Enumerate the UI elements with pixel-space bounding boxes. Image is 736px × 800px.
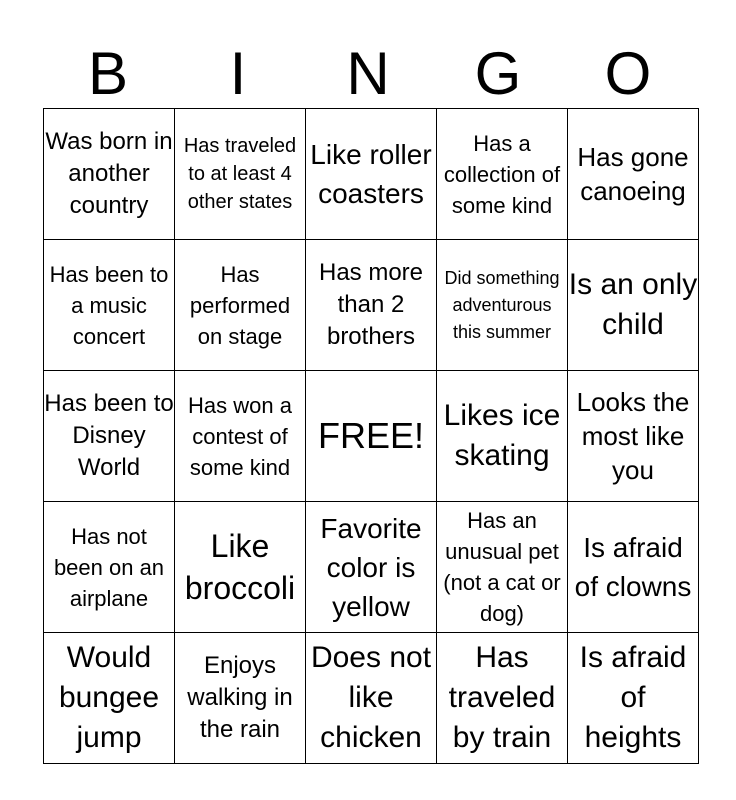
- card-cell[interactable]: [306, 502, 437, 633]
- card-cell[interactable]: [44, 240, 175, 371]
- card-cell[interactable]: [175, 502, 306, 633]
- title-letter-o: O: [604, 40, 652, 107]
- bingo-title: [43, 40, 693, 108]
- card-cell[interactable]: [175, 371, 306, 502]
- card-cell[interactable]: [306, 240, 437, 371]
- cell-text: Looks the most like you: [576, 387, 690, 485]
- card-cell[interactable]: [175, 633, 306, 764]
- cell-text: Was born in another country: [45, 128, 173, 219]
- card-cell[interactable]: [175, 109, 306, 240]
- cell-text: Favorite color is yellow: [320, 512, 422, 622]
- cell-text: Has been to a music concert: [49, 261, 169, 349]
- card-row: [44, 502, 699, 633]
- title-letter-g: G: [474, 40, 522, 107]
- card-cell[interactable]: [437, 240, 568, 371]
- free-space[interactable]: [306, 371, 437, 502]
- cell-text: Is an only child: [568, 268, 698, 341]
- cell-text: Does not like chicken: [310, 641, 432, 754]
- cell-text: Is afraid of clowns: [574, 532, 692, 602]
- card-cell[interactable]: [568, 502, 699, 633]
- card-cell[interactable]: [175, 240, 306, 371]
- card-cell[interactable]: [44, 371, 175, 502]
- card-row: [44, 109, 699, 240]
- cell-text: Has traveled to at least 4 other states: [183, 135, 297, 213]
- cell-text: Is afraid of heights: [579, 641, 687, 754]
- cell-text: Has an unusual pet (not a cat or dog): [443, 508, 561, 626]
- free-space-label: FREE!: [317, 415, 424, 456]
- title-letter-b: B: [87, 40, 129, 107]
- card-cell[interactable]: [437, 502, 568, 633]
- card-cell[interactable]: [437, 633, 568, 764]
- title-letter-n: N: [346, 40, 390, 107]
- title-letter-i: I: [229, 40, 247, 107]
- cell-text: Did something adventurous this summer: [444, 267, 560, 342]
- cell-text: Likes ice skating: [443, 399, 561, 472]
- card-cell[interactable]: [437, 371, 568, 502]
- card-cell[interactable]: [437, 109, 568, 240]
- card-row: [44, 240, 699, 371]
- card-cell[interactable]: [568, 371, 699, 502]
- cell-text: Has performed on stage: [189, 261, 291, 349]
- cell-text: Has traveled by train: [448, 641, 556, 754]
- cell-text: Has more than 2 brothers: [318, 259, 424, 350]
- cell-text: Has not been on an airplane: [53, 523, 165, 611]
- card-cell[interactable]: [306, 633, 437, 764]
- card-cell[interactable]: [306, 109, 437, 240]
- cell-text: Would bungee jump: [58, 641, 160, 754]
- card-cell[interactable]: [44, 633, 175, 764]
- card-cell[interactable]: [44, 502, 175, 633]
- card-row: [44, 633, 699, 764]
- cell-text: Enjoys walking in the rain: [187, 652, 293, 743]
- cell-text: Has been to Disney World: [44, 390, 174, 481]
- cell-text: Has gone canoeing: [577, 142, 689, 206]
- cell-text: Has a collection of some kind: [443, 130, 561, 218]
- card-cell[interactable]: [44, 109, 175, 240]
- card-cell[interactable]: [568, 633, 699, 764]
- card-cell[interactable]: [568, 109, 699, 240]
- card-cell[interactable]: [568, 240, 699, 371]
- cell-text: Has won a contest of some kind: [188, 392, 292, 480]
- cell-text: Like broccoli: [184, 528, 296, 606]
- cell-text: Like roller coasters: [310, 139, 432, 209]
- card-row: [44, 371, 699, 502]
- bingo-card: [43, 108, 699, 764]
